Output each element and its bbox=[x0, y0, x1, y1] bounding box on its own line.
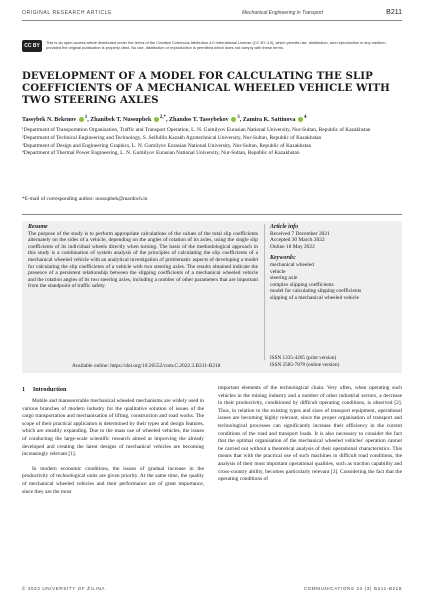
abstract-heading: Resume bbox=[28, 224, 48, 230]
article-info-heading: Article info bbox=[270, 224, 299, 230]
affiliation-item: ⁴Department of Thermal Power Engineering, L. N. Gumilyov Eurasian National University, Nur-Sultan, Republic of Kazakhstan bbox=[22, 150, 300, 157]
body-column-right bbox=[218, 385, 402, 484]
license-text: This is an open access article distributed under the terms of the Creative Commons Attribution 4.0 International License (CC BY 4.0), which permits use, distribution, and reproduction in any medium, provided the original publication is properly cited. No use, distribution or reproduction is permitted which does not comply with these terms. bbox=[46, 40, 387, 50]
keyword: steering axle bbox=[270, 275, 298, 282]
issn-print: ISSN 1335-4205 (print version) bbox=[270, 355, 337, 361]
section-heading bbox=[22, 386, 66, 393]
accepted-date: Accepted 30 March 2022 bbox=[270, 237, 325, 244]
affiliation-item: ¹Department of Transportation Organization, Traffic and Transport Operation, L. N. Gumilyov Eurasian National University, Nur-Sultan, Republic of Kazakhstan bbox=[22, 127, 371, 133]
author-affiliation-mark: 1 bbox=[84, 115, 88, 120]
section-title: Introduction bbox=[32, 386, 67, 393]
body-paragraph: In modern economic conditions, the issues of gradual increase in the productivity of technological units are given priority. At the same time, the quality of mechanical wheeled vehicles and their performance are of great importance, since they are the most bbox=[22, 465, 204, 495]
body-paragraph: Mobile and manoeuvrable mechanical wheeled mechanisms are widely used in various branches of modern industry for the qualitative solution of issues of the cargo transportation and mechanisation of lifting, construction and road works. The scope of their practical application is determined by their types and design features, which are steadily expanding. Due to the mass use of wheeled vehicles, the issues of conducting the large-scale scientific research aimed at improving the already developed and creating the latest designs of mechanical vehicles are becoming increasingly relevant [1]. bbox=[22, 398, 204, 458]
keywords-heading: Keywords: bbox=[270, 255, 296, 262]
article-title: DEVELOPMENT OF A MODEL FOR CALCULATING THE SLIP COEFFICIENTS OF A MECHANICAL WHEELED VEHICLE WITH TWO STEERING AXLES bbox=[22, 70, 390, 106]
keyword: model for calculating slipping coefficients bbox=[270, 288, 362, 295]
body-column-left bbox=[22, 398, 204, 496]
author-list: Tassybek N. Bekenov $^1$, Zhanibek T. Nussupbek $^{2,*}$, Zhandos T. Tassybekov $^3$, Zamira K. Sattinova $^4$ bbox=[22, 115, 307, 123]
page-number: B211 bbox=[386, 9, 402, 16]
journal-section-label: Mechanical Engineering in Transport bbox=[242, 10, 324, 16]
cc-license-icon[interactable]: CC BY bbox=[22, 40, 42, 52]
orcid-icon[interactable] bbox=[154, 117, 159, 122]
keyword: slipping of a mechanical wheeled vehicle bbox=[270, 294, 360, 301]
header-rule bbox=[22, 20, 402, 21]
keyword: complex slipping coefficients bbox=[270, 281, 334, 288]
body-paragraph: important elements of the technological chain. Very often, when operating such vehicles in the mining industry and a number of other industrial sectors, a decrease in their productivity, conditioned by difficult operating conditions, is observed [2]. Thus, in relation to the existing types and sizes of transport equipment, operational issues are becoming highly relevant, since the proper organisation of transport and technological processes can significantly increase their efficiency in the current conditions of the road and transport loads. It is also necessary to consider the fact that the optimal organisation of the mechanical wheeled vehicles' operation cannot be carried out without a theoretical analysis of their operational characteristics. This means that with the practical use of such machines in difficult road conditions, the analysis of their most important operational qualities, such as traction capability and cross-country ability, becomes particularly relevant [3]. Considering the fact that the operating conditions of bbox=[218, 385, 402, 483]
author-name: Zhanibek T. Nussupbek bbox=[90, 117, 152, 123]
affiliation-rule bbox=[22, 214, 402, 215]
author-affiliation-mark: 4 bbox=[304, 115, 307, 120]
online-date: Online 18 May 2022 bbox=[270, 243, 315, 250]
affiliation-item: ³Department of Design and Engineering Graphics, L. N. Gumilyov Eurasian National University, Nur-Sultan, Republic of Kazakhstan bbox=[22, 142, 312, 149]
orcid-icon[interactable] bbox=[79, 117, 84, 122]
article-type-label: ORIGINAL RESEARCH ARTICLE bbox=[22, 10, 113, 16]
journal-citation: COMMUNICATIONS 24 (3) B211-B218 bbox=[303, 586, 402, 591]
received-date: Received 7 December 2021 bbox=[270, 230, 330, 237]
copyright-text: © 2022 UNIVERSITY OF ŽILINA bbox=[22, 586, 106, 591]
affiliation-item: ²Department of Technical Engineering and Technology, S. Seifullin Kazakh Agrotechnical University, Nur-Sultan, Republic of Kazakhstan bbox=[22, 134, 322, 141]
section-number: 1 bbox=[22, 386, 26, 393]
orcid-icon[interactable] bbox=[231, 117, 236, 122]
running-header bbox=[22, 10, 402, 28]
author-affiliation-mark: 2,* bbox=[159, 115, 167, 120]
author-name: Zhandos T. Tassybekov bbox=[169, 117, 229, 123]
author-name: Zamira K. Sattinova bbox=[242, 117, 296, 123]
keyword: mechanical wheeled bbox=[270, 261, 314, 268]
author-affiliation-mark: 3 bbox=[237, 115, 240, 120]
running-footer bbox=[22, 586, 402, 591]
corresponding-email[interactable]: *E-mail of corresponding author: nussupbek@mardoch.in bbox=[22, 196, 148, 202]
issn-online: ISSN 2585-7878 (online version) bbox=[270, 361, 340, 368]
article-info bbox=[270, 224, 398, 302]
abstract-divider bbox=[264, 224, 265, 360]
affiliations bbox=[22, 127, 402, 158]
author-name: Tassybek N. Bekenov bbox=[22, 117, 77, 123]
doi-link[interactable]: Available online: https://doi.org/10.26552/com.C.2022.3.B211-B218 bbox=[72, 363, 221, 369]
orcid-icon[interactable] bbox=[298, 117, 303, 122]
abstract bbox=[28, 224, 258, 290]
abstract-text: The purpose of the study is to perform appropriate calculations of the values of the total slip coefficients alternately on the sides of a vehicle, depending on the angles of rotation of its axles, using the single slip coefficients of its individual wheels directly when turning. The basis of the methodological approach in this study is a combination of system analysis of the principles of calculating the slip coefficients of a mechanical wheeled vehicle with an analytical investigation of problematic aspects of developing a model for calculating the slip coefficients of a vehicle with two steering axles. The results obtained indicate the presence of a persistent relationship between the slipping coefficients of a mechanical wheeled vehicle and the rotation angles of its two steering axles, including a number of other parameters that are important from the standpoint of traffic safety. bbox=[28, 230, 258, 290]
keyword: vehicle bbox=[270, 268, 286, 275]
